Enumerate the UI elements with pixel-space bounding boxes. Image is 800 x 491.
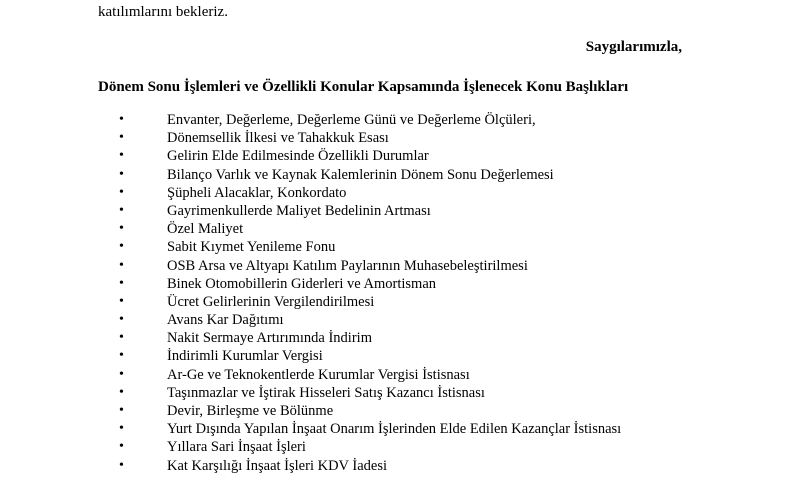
- list-item: [0, 275, 800, 293]
- bullet-icon: •: [119, 221, 124, 237]
- bullet-icon: •: [119, 457, 124, 473]
- bullet-icon: •: [119, 312, 124, 328]
- bullet-icon: •: [119, 348, 124, 364]
- topic-text: Yurt Dışında Yapılan İnşaat Onarım İşlerinden Elde Edilen Kazançlar İstisnası: [167, 421, 622, 438]
- list-item: [0, 438, 800, 456]
- topic-text: Nakit Sermaye Artırımında İndirim: [167, 330, 372, 347]
- topic-text: Devir, Birleşme ve Bölünme: [167, 403, 334, 419]
- bullet-icon: •: [119, 112, 124, 127]
- list-item: [0, 111, 800, 129]
- topic-text: Ücret Gelirlerinin Vergilendirilmesi: [167, 293, 375, 310]
- list-item: [0, 329, 800, 347]
- list-item: [0, 402, 800, 420]
- bullet-icon: •: [119, 439, 124, 455]
- bullet-icon: •: [119, 184, 124, 200]
- bullet-icon: •: [119, 130, 124, 146]
- bullet-icon: •: [119, 330, 124, 346]
- topic-text: OSB Arsa ve Altyapı Katılım Paylarının Muhasebeleştirilmesi: [167, 257, 528, 274]
- topic-text: Ar-Ge ve Teknokentlerde Kurumlar Vergisi İstisnası: [167, 366, 470, 383]
- list-item: [0, 184, 800, 202]
- bullet-icon: •: [119, 202, 124, 218]
- topic-text: Taşınmazlar ve İştirak Hisseleri Satış Kazancı İstisnası: [167, 384, 485, 401]
- bullet-icon: •: [119, 403, 124, 418]
- bullet-icon: •: [119, 166, 124, 182]
- bullet-icon: •: [119, 257, 124, 273]
- topic-text: Gayrimenkullerde Maliyet Bedelinin Artması: [167, 202, 431, 219]
- bullet-icon: •: [119, 293, 124, 309]
- list-item: [0, 311, 800, 329]
- intro-text: katılımlarını bekleriz.: [98, 4, 228, 20]
- list-item: [0, 293, 800, 311]
- topic-text: Kat Karşılığı İnşaat İşleri KDV İadesi: [167, 457, 387, 474]
- topic-list: [0, 111, 800, 475]
- list-item: [0, 147, 800, 165]
- list-item: [0, 457, 800, 475]
- list-item: [0, 384, 800, 402]
- section-heading: Dönem Sonu İşlemleri ve Özellikli Konular Kapsamında İşlenecek Konu Başlıkları: [98, 79, 629, 95]
- topic-text: Binek Otomobillerin Giderleri ve Amortisman: [167, 275, 437, 292]
- bullet-icon: •: [119, 148, 124, 164]
- list-item: [0, 420, 800, 438]
- topic-text: İndirimli Kurumlar Vergisi: [167, 348, 323, 365]
- topic-text: Şüpheli Alacaklar, Konkordato: [167, 184, 347, 201]
- bullet-icon: •: [119, 421, 124, 437]
- topic-text: Avans Kar Dağıtımı: [167, 312, 284, 329]
- list-item: [0, 366, 800, 384]
- list-item: [0, 238, 800, 256]
- closing-salutation: Saygılarımızla,: [585, 39, 682, 55]
- bullet-icon: •: [119, 366, 124, 382]
- topic-text: Bilanço Varlık ve Kaynak Kalemlerinin Dönem Sonu Değerlemesi: [167, 166, 554, 183]
- bullet-icon: •: [119, 275, 124, 291]
- bullet-icon: •: [119, 384, 124, 400]
- topic-text: Yıllara Sari İnşaat İşleri: [167, 439, 306, 456]
- list-item: [0, 166, 800, 184]
- topic-text: Envanter, Değerleme, Değerleme Günü ve Değerleme Ölçüleri,: [167, 112, 536, 128]
- bullet-icon: •: [119, 239, 124, 255]
- list-item: [0, 202, 800, 220]
- list-item: [0, 347, 800, 365]
- list-item: [0, 129, 800, 147]
- topic-text: Özel Maliyet: [167, 221, 244, 238]
- list-item: [0, 257, 800, 275]
- topic-text: Dönemsellik İlkesi ve Tahakkuk Esası: [167, 130, 389, 147]
- topic-text: Gelirin Elde Edilmesinde Özellikli Durumlar: [167, 148, 429, 165]
- list-item: [0, 220, 800, 238]
- topic-text: Sabit Kıymet Yenileme Fonu: [167, 239, 336, 256]
